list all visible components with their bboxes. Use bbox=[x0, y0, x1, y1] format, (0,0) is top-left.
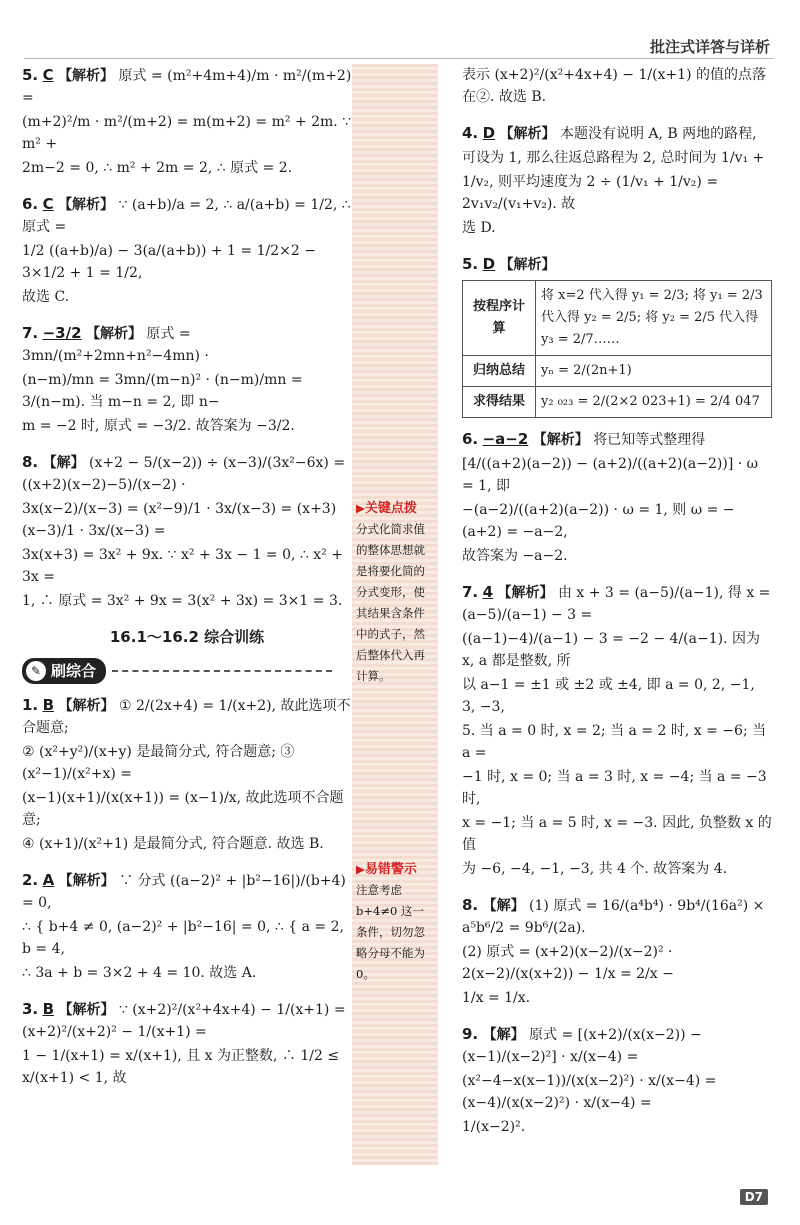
item-answer: C bbox=[42, 195, 54, 213]
section-badge bbox=[22, 658, 106, 684]
badge-divider bbox=[112, 670, 332, 672]
tip-text: 分式化简求值的整体思想就是将要化简的分式变形，使其结果含条件中的式子，然后整体代入再计算。 bbox=[356, 522, 425, 683]
item-tag: 【解】 bbox=[42, 455, 85, 471]
table-row bbox=[463, 387, 772, 418]
solution-table bbox=[462, 280, 772, 418]
item-answer: B bbox=[42, 1000, 55, 1018]
brush-icon: ✎ bbox=[26, 661, 46, 681]
margin-notes bbox=[352, 64, 438, 1165]
solution-line: (x+2 − 5/(x−2)) ÷ (x−3)/(3x²−6x) = ((x+2)(x−2)−5)/(x−2) · bbox=[22, 455, 346, 493]
answer-item bbox=[22, 694, 352, 855]
solution-line: (2) 原式 = (x+2)(x−2)/(x−2)² · 2(x−2)/(x(x+2)) − 1/x = 2/x − bbox=[462, 944, 674, 982]
item-number: 5. bbox=[462, 255, 479, 273]
item-tag: 【解析】 bbox=[58, 197, 115, 213]
solution-line: (x²−4−x(x−1))/(x(x−2)²) · x/(x−4) = (x−4)/(x(x−2)²) · x/(x−4) = bbox=[462, 1073, 717, 1111]
item-answer: B bbox=[42, 696, 55, 714]
tip-key-point bbox=[352, 498, 438, 687]
answer-item bbox=[22, 322, 352, 437]
solution-line: 5. 当 a = 0 时, x = 2; 当 a = 2 时, x = −6; 当 a = bbox=[462, 723, 767, 761]
answer-item bbox=[462, 428, 772, 567]
solution-line: m = −2 时, 原式 = −3/2. 故答案为 −3/2. bbox=[22, 418, 295, 434]
solution-line: 以 a−1 = ±1 或 ±2 或 ±4, 即 a = 0, 2, −1, 3, −3, bbox=[462, 677, 755, 715]
answer-item bbox=[22, 64, 352, 179]
item-number: 2. bbox=[22, 871, 39, 889]
solution-line: 1/(x−2)². bbox=[462, 1119, 526, 1135]
item-answer: A bbox=[42, 871, 55, 889]
item-tag: 【解析】 bbox=[58, 68, 115, 84]
solution-line: ④ (x+1)/(x²+1) 是最简分式, 符合题意. 故选 B. bbox=[22, 836, 324, 852]
item-answer: C bbox=[42, 66, 54, 84]
item-tag: 【解】 bbox=[482, 1027, 525, 1043]
continued-text: 表示 (x+2)²/(x²+4x+4) − 1/(x+1) 的值的点落在②. 故选 B. bbox=[462, 67, 767, 105]
solution-line: 1/x = 1/x. bbox=[462, 990, 531, 1006]
table-header-cell: 按程序计算 bbox=[463, 281, 536, 356]
solution-line: 故选 C. bbox=[22, 289, 70, 305]
solution-line: −(a−2)/((a+2)(a−2)) · ω = 1, 则 ω = −(a+2) = −a−2, bbox=[462, 502, 735, 540]
item-number: 8. bbox=[22, 453, 39, 471]
item-number: 3. bbox=[22, 1000, 39, 1018]
item-tag: 【解析】 bbox=[58, 1002, 115, 1018]
answer-item bbox=[22, 193, 352, 308]
solution-line: ∵ (a+b)/a = 2, ∴ a/(a+b) = 1/2, ∴ 原式 = bbox=[22, 197, 351, 235]
item-tag: 【解】 bbox=[482, 898, 525, 914]
item-tag: 【解析】 bbox=[85, 326, 142, 342]
running-header: 批注式详答与详析 bbox=[649, 38, 770, 56]
section-title: 16.1～16.2 综合训练 bbox=[109, 628, 265, 646]
solution-line: 3x(x+3) = 3x² + 9x. ∵ x² + 3x − 1 = 0, ∴ x² + 3x = bbox=[22, 547, 343, 585]
item-tag: 【解析】 bbox=[58, 873, 115, 889]
item-answer: −a−2 bbox=[482, 430, 529, 448]
solution-line: ((a−1)−4)/(a−1) − 3 = −2 − 4/(a−1). 因为 x, a 都是整数, 所 bbox=[462, 631, 760, 669]
item-tag: 【解析】 bbox=[499, 126, 556, 142]
solution-line: 为 −6, −4, −1, −3, 共 4 个. 故答案为 4. bbox=[462, 861, 728, 877]
header-divider bbox=[24, 58, 774, 59]
answer-item bbox=[462, 581, 772, 880]
answer-item bbox=[462, 894, 772, 1009]
badge-row bbox=[22, 658, 352, 684]
solution-line: 由 x + 3 = (a−5)/(a−1), 得 x = (a−5)/(a−1) − 3 = bbox=[462, 585, 771, 623]
table-header-cell: 归纳总结 bbox=[463, 356, 536, 387]
solution-line: (n−m)/mn = 3mn/(m−n)² · (n−m)/mn = 3/(n−m). 当 m−n = 2, 即 n− bbox=[22, 372, 303, 410]
tip-title: 易错警示 bbox=[364, 862, 417, 877]
answer-item bbox=[22, 451, 352, 612]
table-cell: yₙ = 2/(2n+1) bbox=[536, 356, 772, 387]
solution-line: 1/v₂, 则平均速度为 2 ÷ (1/v₁ + 1/v₂) = 2v₁v₂/(v₁+v₂). 故 bbox=[462, 174, 719, 212]
solution-line: 将已知等式整理得 bbox=[593, 432, 706, 448]
solution-line: ② (x²+y²)/(x+y) 是最简分式, 符合题意; ③ (x²−1)/(x²+x) = bbox=[22, 744, 295, 782]
tip-title: 关键点拨 bbox=[364, 501, 417, 516]
item-number: 5. bbox=[22, 66, 39, 84]
tip-arrow-icon: ▶ bbox=[356, 862, 365, 876]
item-number: 6. bbox=[22, 195, 39, 213]
item-answer: −3/2 bbox=[42, 324, 82, 342]
solution-line: 本题没有说明 A, B 两地的路程, bbox=[559, 126, 757, 142]
item-number: 6. bbox=[462, 430, 479, 448]
solution-line: ① 2/(2x+4) = 1/(x+2), 故此选项不合题意; bbox=[22, 698, 351, 736]
answer-item bbox=[462, 122, 772, 239]
solution-line: x = −1; 当 a = 5 时, x = −3. 因此, 负整数 x 的值 bbox=[462, 815, 772, 853]
tip-warning bbox=[352, 859, 438, 985]
solution-line: 3x(x−2)/(x−3) = (x²−9)/1 · 3x/(x−3) = (x+3)(x−3)/1 · 3x/(x−3) = bbox=[22, 501, 337, 539]
solution-line: (1) 原式 = 16/(a⁴b⁴) · 9b⁴/(16a²) × a⁵b⁶/2 = 9b⁶/(2a). bbox=[462, 898, 765, 936]
solution-line: 原式 = 3mn/(m²+2mn+n²−4mn) · bbox=[22, 326, 209, 364]
answer-item bbox=[462, 253, 772, 276]
solution-line: ∴ { b+4 ≠ 0, (a−2)² + |b²−16| = 0, ∴ { a = 2, b = 4, bbox=[22, 919, 344, 957]
solution-line: 1/2 ((a+b)/a) − 3(a/(a+b)) + 1 = 1/2×2 − 3×1/2 + 1 = 1/2, bbox=[22, 243, 316, 281]
item-answer: D bbox=[482, 255, 496, 273]
solution-line: 原式 = (m²+4m+4)/m · m²/(m+2) = bbox=[22, 68, 352, 106]
table-cell: y₂ ₀₂₃ = 2/(2×2 023+1) = 2/4 047 bbox=[536, 387, 772, 418]
answer-item bbox=[22, 869, 352, 984]
item-number: 1. bbox=[22, 696, 39, 714]
table-cell: 将 x=2 代入得 y₁ = 2/3; 将 y₁ = 2/3 代入得 y₂ = 2/5; 将 y₂ = 2/5 代入得 y₃ = 2/7…… bbox=[536, 281, 772, 356]
solution-line: −1 时, x = 0; 当 a = 3 时, x = −4; 当 a = −3 时, bbox=[462, 769, 767, 807]
solution-line: [4/((a+2)(a−2)) − (a+2)/((a+2)(a−2))] · ω = 1, 即 bbox=[462, 456, 759, 494]
solution-line: 故答案为 −a−2. bbox=[462, 548, 568, 564]
table-row bbox=[463, 281, 772, 356]
item-answer: D bbox=[482, 124, 496, 142]
item-tag: 【解析】 bbox=[497, 585, 554, 601]
tip-text: 注意考虑 b+4≠0 这一条件，切勿忽略分母不能为 0。 bbox=[356, 883, 425, 981]
solution-line: ∵ 分式 ((a−2)² + |b²−16|)/(b+4) = 0, bbox=[22, 873, 346, 911]
left-column bbox=[22, 64, 352, 1103]
answer-item bbox=[462, 1023, 772, 1138]
table-row bbox=[463, 356, 772, 387]
solution-line: ∵ (x+2)²/(x²+4x+4) − 1/(x+1) = (x+2)²/(x+2)² − 1/(x+1) = bbox=[22, 1002, 346, 1040]
item-number: 7. bbox=[22, 324, 39, 342]
solution-line: 原式 = [(x+2)/(x(x−2)) − (x−1)/(x−2)²] · x/(x−4) = bbox=[462, 1027, 702, 1065]
tip-arrow-icon: ▶ bbox=[356, 501, 365, 515]
item-number: 9. bbox=[462, 1025, 479, 1043]
item-tag: 【解析】 bbox=[499, 257, 556, 273]
right-column bbox=[462, 64, 772, 1152]
solution-line: 可设为 1, 那么往返总路程为 2, 总时间为 1/v₁ + bbox=[462, 150, 765, 166]
solution-line: 1 − 1/(x+1) = x/(x+1), 且 x 为正整数, ∴ 1/2 ≤ x/(x+1) < 1, 故 bbox=[22, 1048, 340, 1086]
page-number: D7 bbox=[740, 1189, 768, 1205]
item-number: 4. bbox=[462, 124, 479, 142]
solution-line: (m+2)²/m · m²/(m+2) = m(m+2) = m² + 2m. ∵ m² + bbox=[22, 114, 352, 152]
solution-line: 1, ∴ 原式 = 3x² + 9x = 3(x² + 3x) = 3×1 = 3. bbox=[22, 593, 343, 609]
solution-line: (x−1)(x+1)/(x(x+1)) = (x−1)/x, 故此选项不合题意; bbox=[22, 790, 344, 828]
item-number: 7. bbox=[462, 583, 479, 601]
solution-line: ∴ 3a + b = 3×2 + 4 = 10. 故选 A. bbox=[22, 965, 257, 981]
item-tag: 【解析】 bbox=[532, 432, 589, 448]
answer-item bbox=[22, 998, 352, 1089]
badge-label: 刷综合 bbox=[51, 662, 97, 680]
item-number: 8. bbox=[462, 896, 479, 914]
solution-line: 选 D. bbox=[462, 220, 496, 236]
item-answer: 4 bbox=[482, 583, 494, 601]
item-tag: 【解析】 bbox=[58, 698, 115, 714]
table-header-cell: 求得结果 bbox=[463, 387, 536, 418]
solution-line: 2m−2 = 0, ∴ m² + 2m = 2, ∴ 原式 = 2. bbox=[22, 160, 293, 176]
